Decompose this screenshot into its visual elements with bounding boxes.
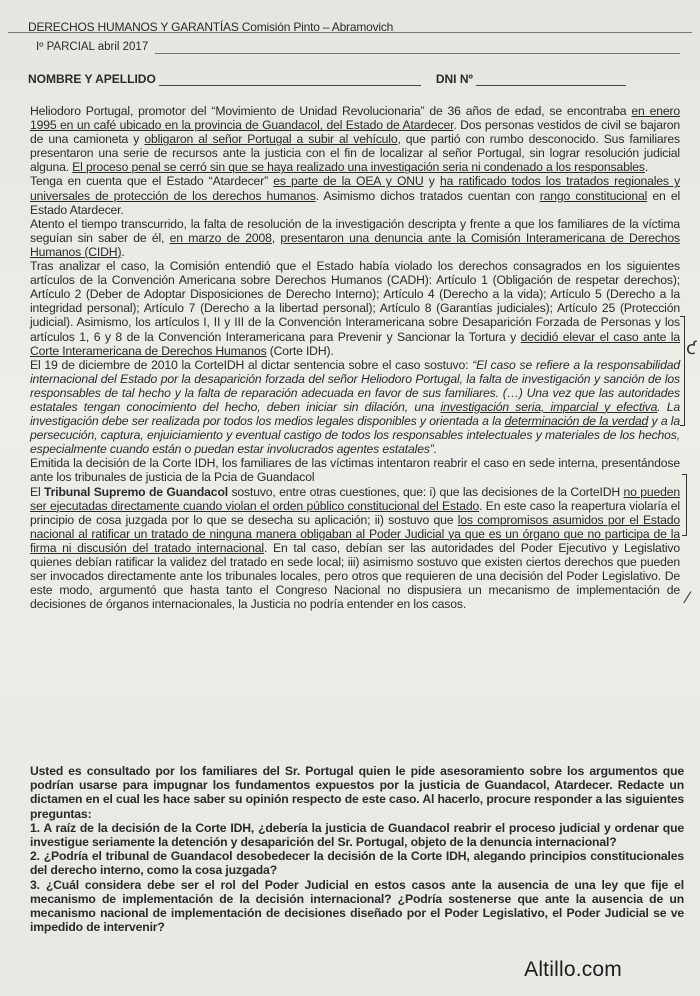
question-1: 1. A raíz de la decisión de la Corte IDH, ¿debería la justicia de Guandacol reabrir el proceso judicial y ordenar que investigue seriamente la detención y desaparición del Sr. Portugal, objeto de la denuncia internacional? xyxy=(30,820,684,850)
student-info-row xyxy=(28,72,678,86)
dni-label: DNI Nº xyxy=(435,72,473,86)
question-3: 3. ¿Cuál considera debe ser el rol del Poder Judicial en estos casos ante la ausencia de una ley que fije el mecanismo de implementación de la decisión internacional? ¿Podría sostenerse que ante la ausencia de un mecanismo nacional de implementación de decisiones diseñado por el Poder Legislativo, el Poder Judicial se ve impedido de intervenir? xyxy=(30,877,684,935)
margin-bracket-1 xyxy=(680,316,685,426)
case-paragraph-5: El 19 de diciembre de 2010 la CorteIDH al dictar sentencia sobre el caso sostuvo: “El caso se refiere a la responsabilidad internacional del Estado por la desaparición forzada del señor Heliodoro Portugal, la falta de investigación y sanción de los responsables de tal hecho y la falta de reparación adecuada en favor de sus familiares. (…) Una vez que las autoridades estatales tengan conocimiento del hecho, deben iniciar sin dilación, una investigación seria, imparcial y efectiva. La investigación debe ser realizada por todos los medios legales disponibles y orientada a la determinación de la verdad y a la persecución, captura, enjuiciamiento y eventual castigo de todos los responsables intelectuales y materiales de los hechos, especialmente cuando están o puedan estar involucrados agentes estatales”. xyxy=(30,357,680,457)
case-paragraph-6: Emitida la decisión de la Corte IDH, los familiares de las víctimas intentaron reabrir el caso en sede interna, presentándose ante los tribunales de justicia de la Pcia de Guandacol xyxy=(30,456,680,485)
handwritten-mark-icon: ƈ xyxy=(686,338,696,359)
margin-bracket-2 xyxy=(682,474,687,536)
case-paragraph-1: Heliodoro Portugal, promotor del “Movimiento de Unidad Revolucionaria” de 36 años de edad, se encontraba en enero 1995 en un café ubicado en la provincia de Guandacol, del Estado de Atardecer. Dos personas vestidos de civil se bajaron de una camioneta y obligaron al señor Portugal a subir al vehículo, que partió con rumbo desconocido. Sus familiares presentaron una serie de recursos ante la justicia con el fin de localizar al señor Portugal, sin lograr resolución judicial alguna. El proceso penal se cerró sin que se haya realizado una investigación seria ni condenado a los responsables. xyxy=(30,104,680,175)
case-paragraph-2: Tenga en cuenta que el Estado “Atardecer” es parte de la OEA y ONU y ha ratificado todos los tratados regionales y universales de protección de los derechos humanos. Asimismo dichos tratados cuentan con rango constitucional en el Estado Atardecer. xyxy=(30,174,681,217)
handwritten-mark-icon-2: ⁄ xyxy=(686,588,689,607)
dni-blank xyxy=(476,75,626,86)
name-label: NOMBRE Y APELLIDO xyxy=(28,72,156,86)
case-text xyxy=(30,104,680,611)
task-intro: Usted es consultado por los familiares del Sr. Portugal quien le pide asesoramiento sobre los argumentos que podrían usarse para impugnar los fundamentos expuestos por la justicia de Guandacol, Atardecer. Redacte un dictamen en el cual les hace saber su opinión respecto de este caso. Al hacerlo, procure responder a las siguientes preguntas: xyxy=(30,764,684,821)
header-rule xyxy=(8,32,692,33)
question-2: 2. ¿Podría el tribunal de Guandacol desobedecer la decisión de la Corte IDH, alegando principios constitucionales del derecho interno, como la cosa juzgada? xyxy=(30,849,684,878)
exam-header: Iº PARCIAL abril 2017 xyxy=(36,41,149,53)
name-blank xyxy=(159,75,421,86)
case-paragraph-7: El Tribunal Supremo de Guandacol sostuvo, entre otras cuestiones, que: i) que las decisiones de la CorteIDH no pueden ser ejecutadas directamente cuando violan el orden público constitucional del Estado. En este caso la reapertura violaría el principio de cosa juzgada por lo que se desecha su aplicación; ii) sostuvo que los compromisos asumidos por el Estado nacional al ratificar un tratado de ninguna manera obligaban al Poder Judicial ya que es un órgano que no participa de la firma ni discusión del tratado internacional. En tal caso, debían ser las autoridades del Poder Ejecutivo y Legislativo quienes debían ratificar la validez del tratado en sede local; iii) asimismo sostuvo que existen ciertos derechos que pueden ser invocados directamente ante los tribunales locales, pero otros que requieren de una decisión del Poder Legislativo. De este modo, argumentó que hasta tanto el Congreso Nacional no dispusiera un mecanismo de implementación de decisiones de órganos internacionales, la Justicia no podría entender en los casos. xyxy=(30,484,681,612)
course-header: DERECHOS HUMANOS Y GARANTÍAS Comisión Pinto – Abramovich xyxy=(28,20,394,34)
watermark: Altillo.com xyxy=(524,958,622,981)
task-section xyxy=(30,764,684,934)
case-paragraph-4: Tras analizar el caso, la Comisión entendió que el Estado había violado los derechos consagrados en los siguientes artículos de la Convención Americana sobre Derechos Humanos (CADH): Artículo 1 (Obligación de respetar derechos); Artículo 2 (Deber de Adoptar Disposiciones de Derecho Interno); Artículo 4 (Derecho a la vida); Artículo 5 (Derecho a la integridad personal); Artículo 7 (Derecho a la libertad personal); Artículo 8 (Garantías judiciales); Artículo 25 (Protección judicial). Asimismo, los artículos I, II y III de la Convención Interamericana sobre Desaparición Forzada de Personas y los artículos 1, 6 y 8 de la Convención Interamericana para Prevenir y Sancionar la Tortura y decidió elevar el caso ante la Corte Interamericana de Derechos Humanos (Corte IDH). xyxy=(30,259,680,358)
case-paragraph-3: Atento el tiempo transcurrido, la falta de resolución de la investigación descripta y frente a que los familiares de la víctima seguían sin saber de él, en marzo de 2008, presentaron una denuncia ante la Comisión Interamericana de Derechos Humanos (CIDH). xyxy=(30,216,680,259)
header-rule-2 xyxy=(155,53,680,54)
